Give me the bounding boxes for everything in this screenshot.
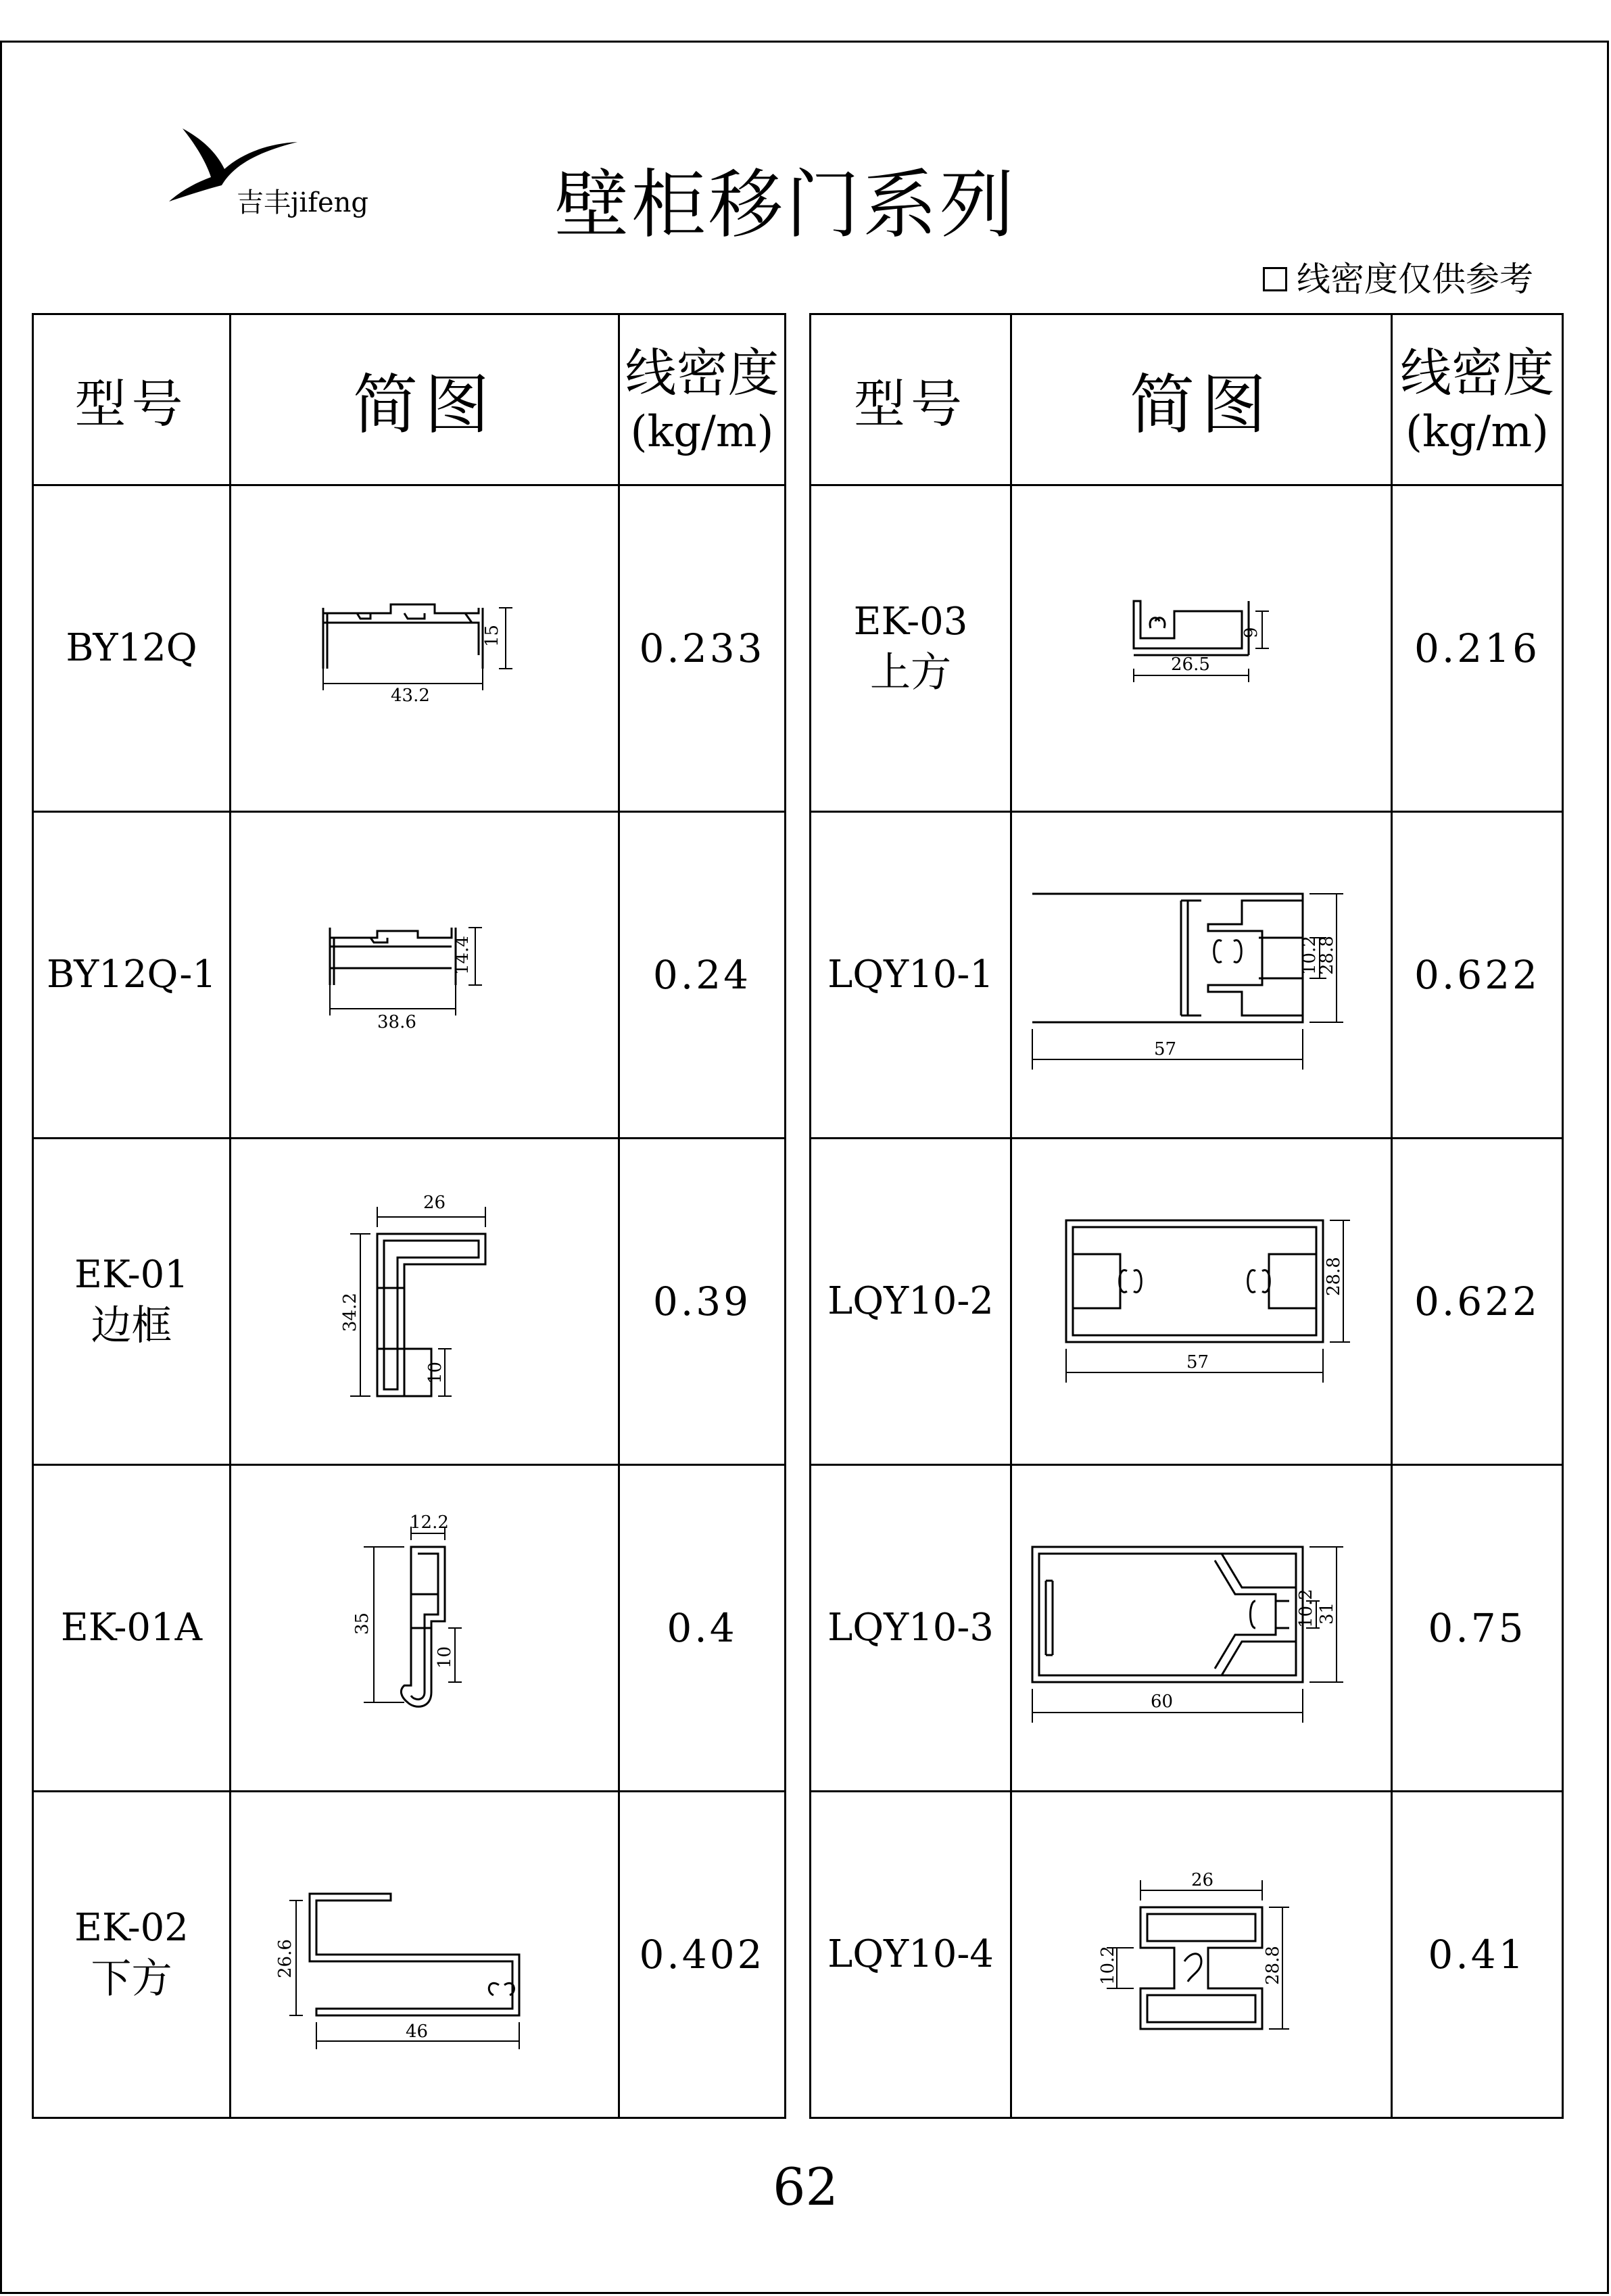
- model-cell: [811, 1465, 1011, 1792]
- profile-drawing-cell: [1011, 1792, 1392, 2118]
- dim-label: 28.8: [1324, 1257, 1344, 1296]
- density-value: 0.622: [1392, 1139, 1563, 1465]
- profile-drawing: [276, 901, 573, 1049]
- header-density: [1392, 314, 1563, 485]
- profile-drawing-cell: [1011, 812, 1392, 1139]
- model-subtitle: 边框: [91, 1302, 172, 1350]
- profile-drawing: [1026, 1180, 1377, 1423]
- header-density-label: 线密度: [1400, 342, 1554, 403]
- header-density: [619, 314, 786, 485]
- model-code: LQY10-1: [827, 952, 994, 997]
- density-value: 0.4: [619, 1465, 786, 1792]
- profile-drawing: [249, 1826, 600, 2083]
- profile-drawing-cell: [231, 485, 619, 812]
- profile-drawing: [276, 1500, 573, 1756]
- header-density-label: 线密度: [625, 342, 779, 403]
- density-value: 0.24: [619, 812, 786, 1139]
- table-row: [33, 485, 786, 812]
- table-row: [811, 1465, 1563, 1792]
- dim-label: 43.2: [391, 686, 430, 706]
- profile-drawing-cell: [1011, 485, 1392, 812]
- model-cell: [811, 1792, 1011, 2118]
- model-cell: [811, 1139, 1011, 1465]
- dim-label: 28.8: [1317, 936, 1337, 975]
- table-row: [33, 1465, 786, 1792]
- profile-drawing: [276, 1173, 573, 1430]
- model-cell: [33, 485, 231, 812]
- model-code: LQY10-4: [827, 1932, 994, 1976]
- model-code: EK-01A: [60, 1605, 203, 1650]
- header-density-unit: (kg/m): [630, 406, 774, 457]
- table-header-row: [33, 314, 786, 485]
- reference-note: [1263, 252, 1533, 301]
- dim-label: 10: [425, 1361, 446, 1384]
- table-row: [811, 1139, 1563, 1465]
- table-row: [33, 1792, 786, 2118]
- profile-drawing: [1019, 853, 1384, 1097]
- header-figure: 简图: [231, 314, 619, 485]
- density-value: 0.41: [1392, 1792, 1563, 2118]
- table-row: [811, 485, 1563, 812]
- profile-drawing-cell: [1011, 1139, 1392, 1465]
- dim-label: 15: [482, 624, 502, 647]
- model-code: EK-02: [74, 1905, 189, 1950]
- dim-label: 35: [352, 1612, 372, 1635]
- profile-drawing-cell: [231, 1792, 619, 2118]
- dim-label: 26: [423, 1193, 446, 1213]
- model-code: LQY10-3: [827, 1605, 994, 1650]
- density-value: 0.402: [619, 1792, 786, 2118]
- header-density-unit: (kg/m): [1405, 406, 1549, 457]
- density-value: 0.39: [619, 1139, 786, 1465]
- dim-label: 38.6: [377, 1012, 416, 1032]
- dim-label: 10: [435, 1646, 455, 1669]
- reference-note-text: 线密度仅供参考: [1297, 260, 1533, 299]
- table-row: [811, 1792, 1563, 2118]
- density-value: 0.233: [619, 485, 786, 812]
- model-code: EK-01: [74, 1252, 189, 1297]
- table-header-row: [811, 314, 1563, 485]
- dim-label: 26: [1191, 1870, 1214, 1890]
- brand-logo: [169, 115, 453, 223]
- model-cell: [33, 1139, 231, 1465]
- dim-label: 14.4: [452, 936, 473, 975]
- dim-label: 57: [1186, 1352, 1209, 1372]
- spec-table-left: [32, 313, 786, 2119]
- density-value: 0.216: [1392, 485, 1563, 812]
- dim-label: 34.2: [340, 1293, 360, 1332]
- model-code: BY12Q: [66, 625, 197, 670]
- model-code: EK-03: [853, 599, 968, 644]
- table-row: [811, 812, 1563, 1139]
- model-code: LQY10-2: [827, 1278, 994, 1323]
- dim-label: 57: [1154, 1039, 1177, 1059]
- profile-drawing-cell: [231, 812, 619, 1139]
- model-cell: [33, 1792, 231, 2118]
- brand-logo-text: 吉丰jifeng: [237, 187, 369, 218]
- profile-drawing-cell: [231, 1139, 619, 1465]
- model-code: BY12Q-1: [47, 952, 216, 997]
- profile-drawing: [276, 574, 573, 723]
- spec-table-right: [809, 313, 1564, 2119]
- profile-drawing-cell: [1011, 1465, 1392, 1792]
- model-cell: [811, 485, 1011, 812]
- dim-label: 46: [406, 2022, 429, 2042]
- density-value: 0.622: [1392, 812, 1563, 1139]
- dim-label: 10.2: [1299, 936, 1320, 975]
- header-model: 型号: [811, 314, 1011, 485]
- model-cell: [811, 812, 1011, 1139]
- dim-label: 9: [1241, 627, 1261, 638]
- dim-label: 28.8: [1263, 1946, 1283, 1985]
- table-row: [33, 1139, 786, 1465]
- dim-label: 26.6: [275, 1939, 295, 1978]
- page-number: 62: [773, 2157, 838, 2217]
- page-title: 壁柜移门系列: [554, 162, 1017, 248]
- dim-label: 26.5: [1171, 654, 1210, 675]
- table-row: [33, 812, 786, 1139]
- model-subtitle: 下方: [91, 1955, 172, 2003]
- header-model: 型号: [33, 314, 231, 485]
- header-figure: 简图: [1011, 314, 1392, 485]
- profile-drawing: [1053, 1833, 1350, 2076]
- model-cell: [33, 1465, 231, 1792]
- profile-drawing: [1053, 574, 1350, 723]
- dim-label: 31: [1317, 1602, 1337, 1625]
- dim-label: 12.2: [410, 1512, 449, 1533]
- model-cell: [33, 812, 231, 1139]
- checkbox-icon: [1263, 267, 1287, 291]
- model-subtitle: 上方: [870, 649, 951, 697]
- dim-label: 10.2: [1098, 1946, 1118, 1985]
- dim-label: 10.2: [1296, 1589, 1316, 1628]
- profile-drawing: [1019, 1506, 1384, 1750]
- density-value: 0.75: [1392, 1465, 1563, 1792]
- profile-drawing-cell: [231, 1465, 619, 1792]
- dim-label: 60: [1151, 1692, 1174, 1712]
